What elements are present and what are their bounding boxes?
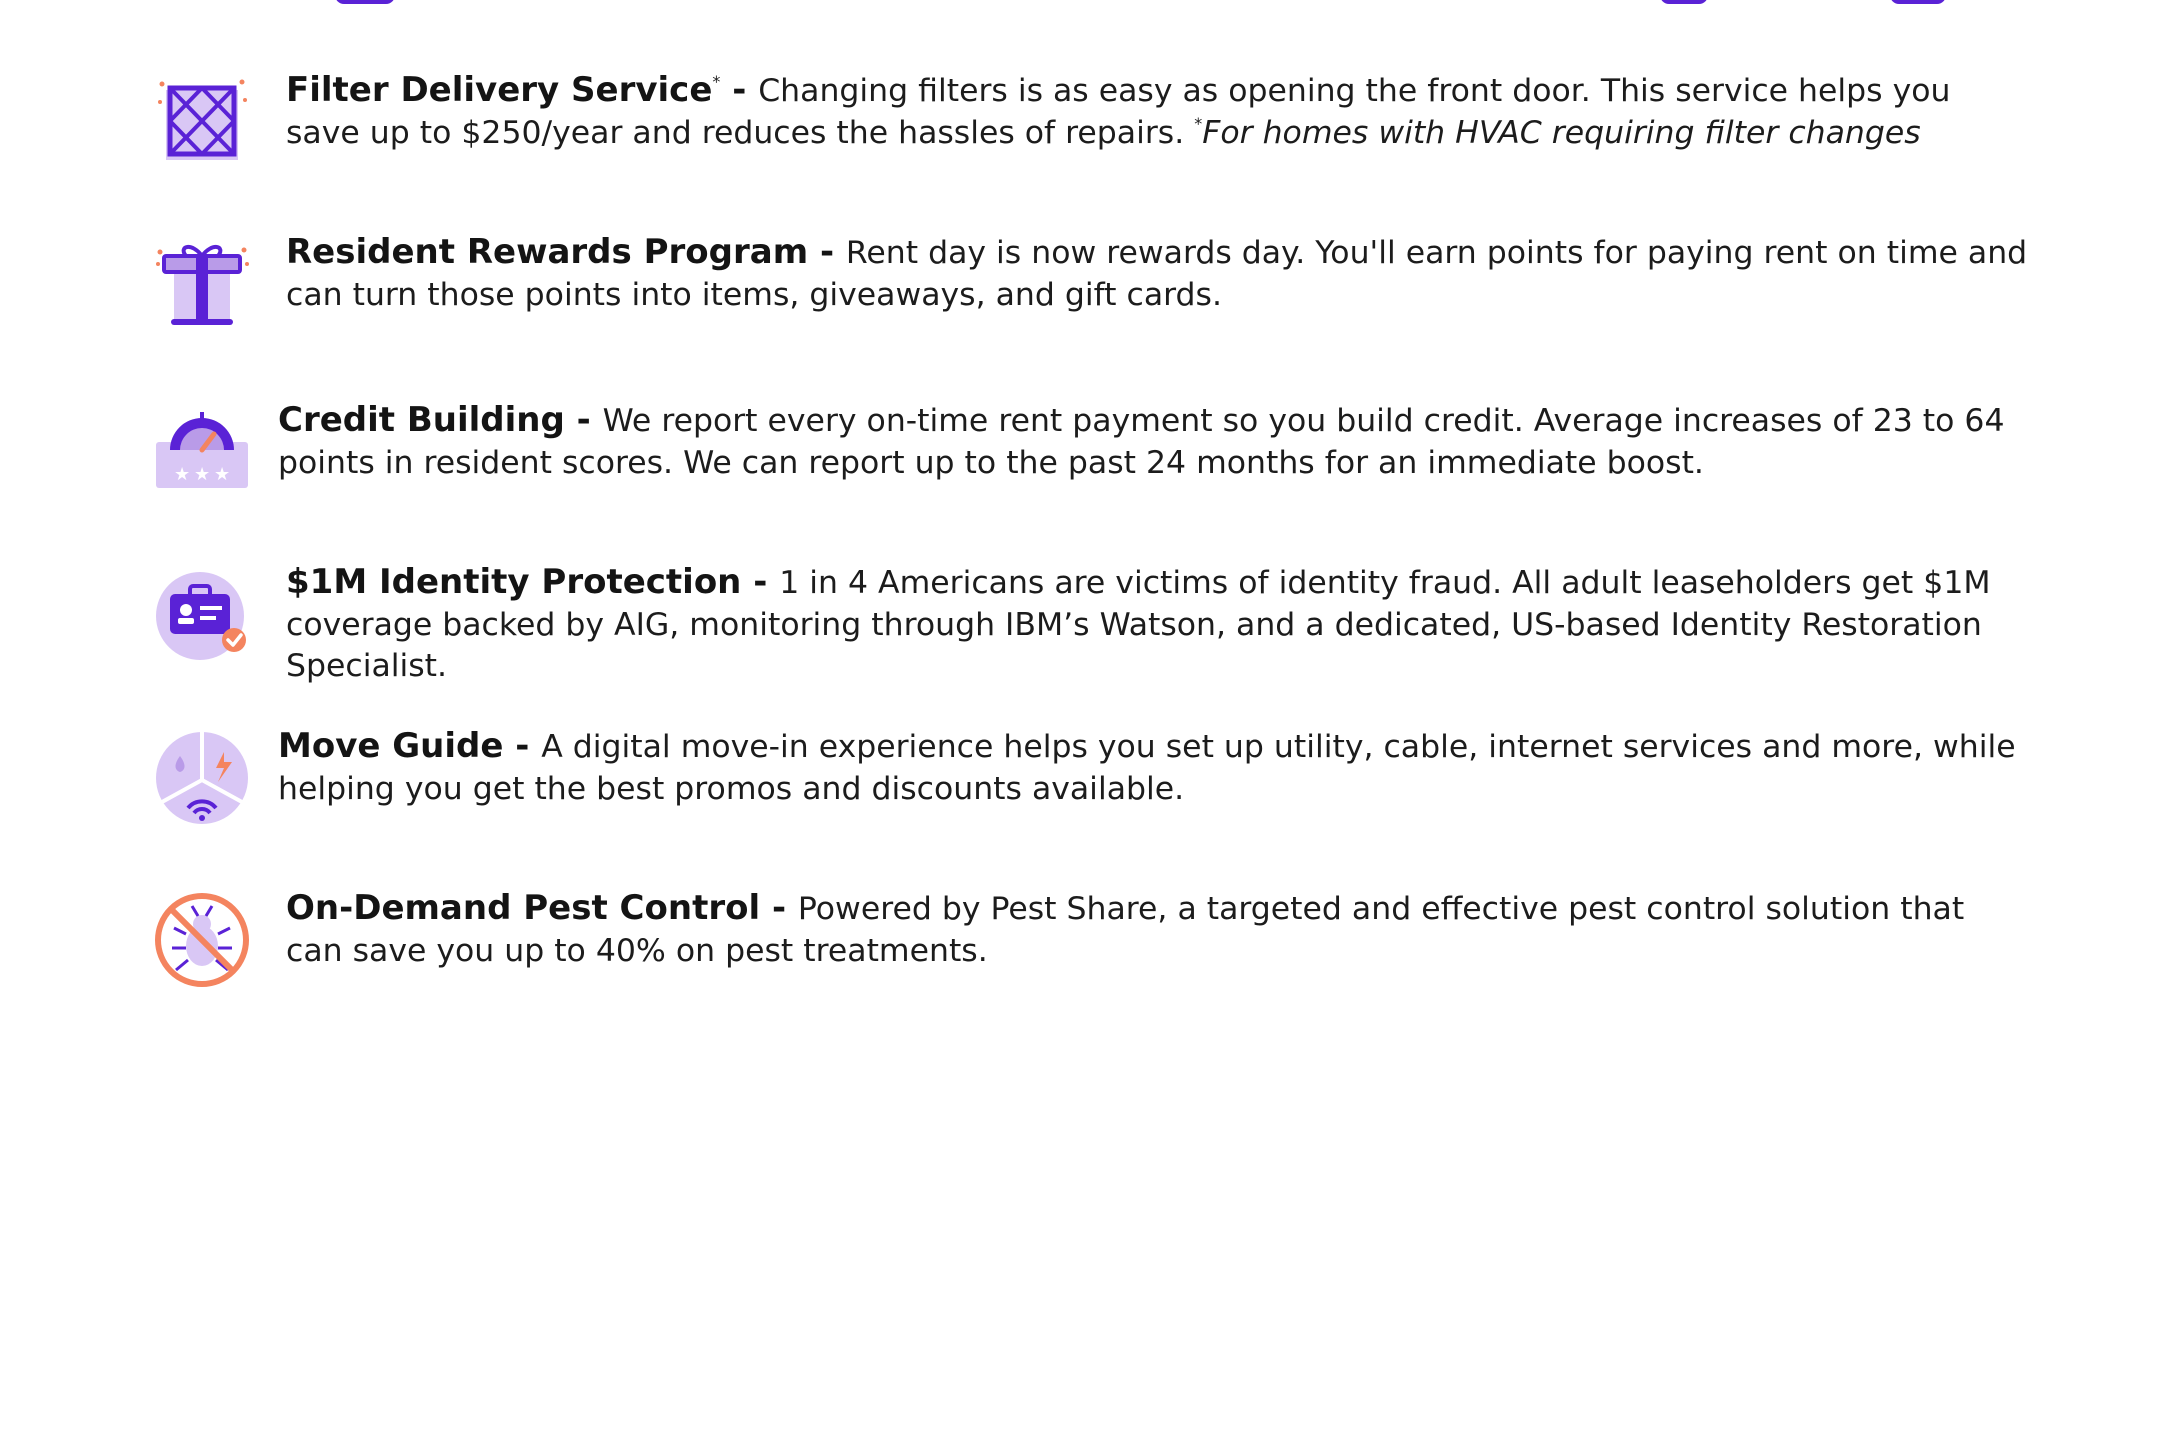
benefit-credit-building <box>150 400 2030 504</box>
benefit-text: Move Guide - A digital move-in experience helps you set up utility, cable, internet services and more, while helping you get the best promos and discounts available. <box>278 726 2016 807</box>
filter-icon <box>150 70 254 174</box>
cut-off-heading <box>0 0 2160 6</box>
note-footnote-mark: * <box>1194 113 1203 133</box>
benefit-note: For homes with HVAC requiring filter changes <box>1202 114 1921 151</box>
benefit-text: Credit Building - We report every on-time rent payment so you build credit. Average increases of 23 to 64 points in resident scores. We can report up to the past 24 months for an immediate boost. <box>278 400 2005 481</box>
benefit-identity-protection <box>150 562 2030 688</box>
benefit-title: Credit Building <box>278 400 565 440</box>
benefit-text: Filter Delivery Service* - Changing filters is as easy as opening the front door. This service helps you save up to $250/year and reduces the hassles of repairs. *For homes with HVAC requiring filter changes <box>286 70 1951 151</box>
no-pest-icon <box>150 888 254 992</box>
benefit-text: Resident Rewards Program - Rent day is now rewards day. You'll earn points for paying rent on time and can turn those points into items, giveaways, and gift cards. <box>286 232 2028 313</box>
benefit-body: Powered by Pest Share, a targeted and effective pest control solution that can save you up to 40% on pest treatments. <box>286 891 1965 969</box>
benefit-title: Filter Delivery Service <box>286 70 713 110</box>
benefit-title: Move Guide <box>278 726 504 766</box>
svg-text:★: ★ <box>174 464 191 485</box>
benefit-body: Rent day is now rewards day. You'll earn points for paying rent on time and can turn those points into items, giveaways, and gift cards. <box>286 235 2028 313</box>
benefit-body: A digital move-in experience helps you set up utility, cable, internet services and more, while helping you get the best promos and discounts available. <box>278 729 2016 807</box>
move-utilities-icon <box>150 726 254 830</box>
benefit-move-guide <box>150 726 2030 830</box>
benefit-title: $1M Identity Protection <box>286 562 742 602</box>
benefit-body: We report every on-time rent payment so you build credit. Average increases of 23 to 64 points in resident scores. We can report up to the past 24 months for an immediate boost. <box>278 403 2005 481</box>
credit-gauge-icon <box>150 400 254 504</box>
benefit-resident-rewards <box>150 232 2030 336</box>
identity-badge-icon <box>150 562 254 666</box>
benefit-title: Resident Rewards Program <box>286 232 809 272</box>
benefit-body: Changing filters is as easy as opening the front door. This service helps you save up to $250/year and reduces the hassles of repairs. <box>286 73 1951 151</box>
benefit-filter-delivery <box>150 70 2030 174</box>
gift-icon <box>150 232 254 336</box>
benefit-body: 1 in 4 Americans are victims of identity fraud. All adult leaseholders get $1M coverage backed by AIG, monitoring through IBM’s Watson, and a dedicated, US-based Identity Restoration Specialist. <box>286 565 1991 684</box>
benefit-text: On-Demand Pest Control - Powered by Pest Share, a targeted and effective pest control solution that can save you up to 40% on pest treatments. <box>286 888 1965 969</box>
svg-text:★: ★ <box>214 464 231 485</box>
title-footnote-mark: * <box>712 72 721 91</box>
benefit-text: $1M Identity Protection - 1 in 4 Americans are victims of identity fraud. All adult leaseholders get $1M coverage backed by AIG, monitoring through IBM’s Watson, and a dedicated, US-based Identity Restoration Specialist. <box>286 562 1991 684</box>
benefit-title: On-Demand Pest Control <box>286 888 761 928</box>
benefit-pest-control <box>150 888 2030 992</box>
svg-text:★: ★ <box>194 464 211 485</box>
